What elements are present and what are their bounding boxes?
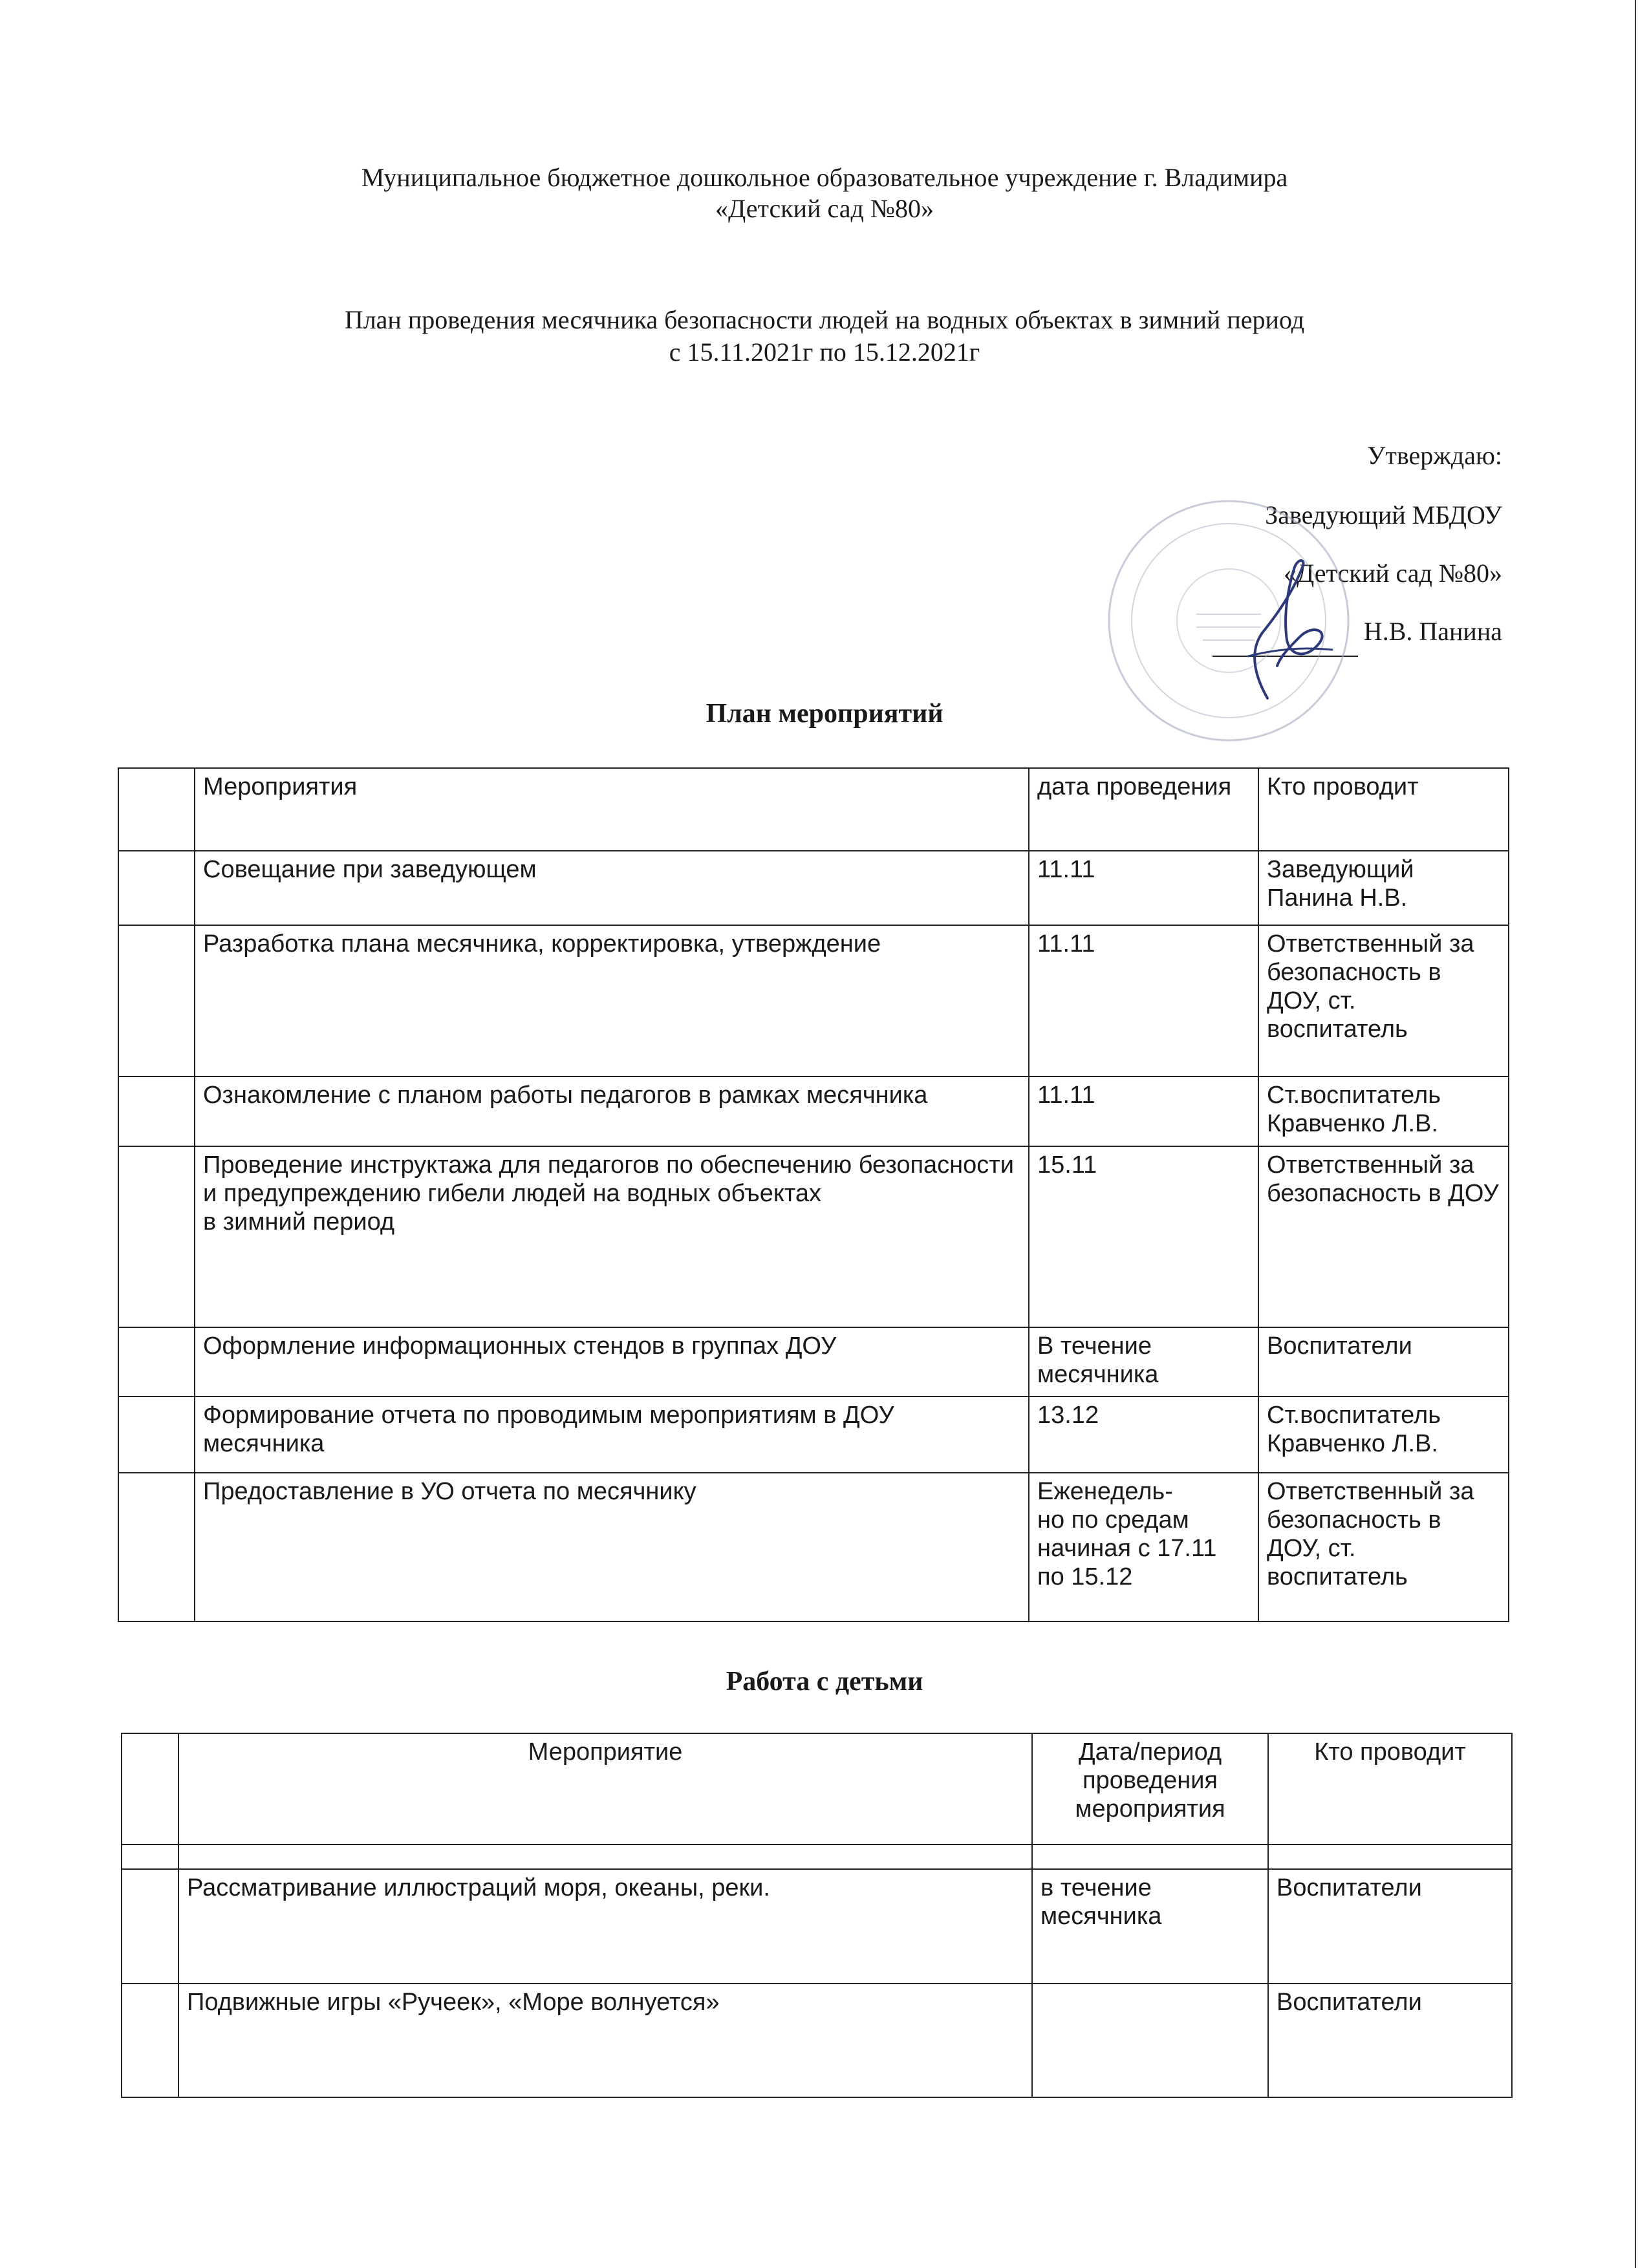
row-num-cell	[118, 925, 195, 1076]
header-event: Мероприятия	[195, 768, 1029, 851]
section2-title: Работа с детьми	[726, 1667, 923, 1696]
events-table	[118, 767, 1509, 1622]
header-date: дата проведения	[1029, 768, 1258, 851]
row-num-cell	[122, 1984, 178, 2097]
table-row	[122, 1869, 1512, 1984]
header-event: Мероприятие	[178, 1733, 1032, 1845]
table-row	[118, 1327, 1509, 1396]
table-row	[118, 851, 1509, 925]
row-event: Ознакомление с планом работы педагогов в рамках месячника	[195, 1076, 1029, 1146]
approval-org: «Детский сад №80»	[1283, 559, 1502, 588]
row-who: Воспитатели	[1258, 1327, 1509, 1396]
row-date: в течение месячника	[1032, 1869, 1268, 1984]
approval-position: Заведующий МБДОУ	[1265, 500, 1502, 530]
children-table-header	[122, 1733, 1512, 1845]
table-row	[118, 1146, 1509, 1327]
org-name-line2: «Детский сад №80»	[715, 194, 934, 223]
table-row-empty	[122, 1845, 1512, 1869]
row-event: Разработка плана месячника, корректировка, утверждение	[195, 925, 1029, 1076]
row-date	[1032, 1984, 1268, 2097]
row-num-cell	[118, 851, 195, 925]
row-event: Подвижные игры «Ручеек», «Море волнуется»	[178, 1984, 1032, 2097]
approval-caption: Утверждаю:	[1367, 441, 1502, 470]
table-row	[118, 1396, 1509, 1473]
row-date: 11.11	[1029, 851, 1258, 925]
header-who: Кто проводит	[1268, 1733, 1512, 1845]
row-who: Ст.воспитатель Кравченко Л.В.	[1258, 1396, 1509, 1473]
header-who: Кто проводит	[1258, 768, 1509, 851]
row-date: Еженедель- но по средам начиная с 17.11 по 15.12	[1029, 1473, 1258, 1621]
row-event: Оформление информационных стендов в группах ДОУ	[195, 1327, 1029, 1396]
plan-title-line2: с 15.11.2021г по 15.12.2021г	[669, 337, 980, 367]
row-event: Совещание при заведующем	[195, 851, 1029, 925]
row-who: Ответственный за безопасность в ДОУ, ст. воспитатель	[1258, 1473, 1509, 1621]
plan-title-line1: План проведения месячника безопасности людей на водных объектах в зимний период	[344, 305, 1305, 334]
section1-title: План мероприятий	[706, 699, 943, 729]
row-num-cell	[118, 1473, 195, 1621]
row-num-cell	[122, 1845, 178, 1869]
row-who: Заведующий Панина Н.В.	[1258, 851, 1509, 925]
row-num-cell	[118, 1396, 195, 1473]
scan-edge-line	[1635, 0, 1636, 2268]
row-event: Рассматривание иллюстраций моря, океаны, реки.	[178, 1869, 1032, 1984]
row-date: 15.11	[1029, 1146, 1258, 1327]
row-date-empty	[1032, 1845, 1268, 1869]
row-event: Формирование отчета по проводимым мероприятиям в ДОУ месячника	[195, 1396, 1029, 1473]
row-num-cell	[118, 1146, 195, 1327]
row-event: Проведение инструктажа для педагогов по обеспечению безопасности и предупреждению гибели людей на водных объектах в зимний период	[195, 1146, 1029, 1327]
header-date: Дата/период проведения мероприятия	[1032, 1733, 1268, 1845]
row-date: В течение месячника	[1029, 1327, 1258, 1396]
row-num-cell	[118, 1327, 195, 1396]
row-who: Воспитатели	[1268, 1869, 1512, 1984]
row-who: Ст.воспитатель Кравченко Л.В.	[1258, 1076, 1509, 1146]
table-row	[118, 925, 1509, 1076]
row-num-cell	[122, 1869, 178, 1984]
header-num-cell	[122, 1733, 178, 1845]
table-row	[118, 1473, 1509, 1621]
row-event-empty	[178, 1845, 1032, 1869]
row-who-empty	[1268, 1845, 1512, 1869]
row-who: Ответственный за безопасность в ДОУ, ст. воспитатель	[1258, 925, 1509, 1076]
row-date: 11.11	[1029, 1076, 1258, 1146]
events-table-header	[118, 768, 1509, 851]
children-table	[121, 1733, 1513, 2098]
row-who: Ответственный за безопасность в ДОУ	[1258, 1146, 1509, 1327]
row-date: 13.12	[1029, 1396, 1258, 1473]
org-name-line1: Муниципальное бюджетное дошкольное образовательное учреждение г. Владимира	[361, 163, 1288, 192]
table-row	[118, 1076, 1509, 1146]
row-event: Предоставление в УО отчета по месячнику	[195, 1473, 1029, 1621]
row-date: 11.11	[1029, 925, 1258, 1076]
row-num-cell	[118, 1076, 195, 1146]
row-who: Воспитатели	[1268, 1984, 1512, 2097]
header-num-cell	[118, 768, 195, 851]
handwritten-signature	[1229, 553, 1339, 701]
approval-signer: Н.В. Панина	[1363, 617, 1502, 646]
table-row	[122, 1984, 1512, 2097]
